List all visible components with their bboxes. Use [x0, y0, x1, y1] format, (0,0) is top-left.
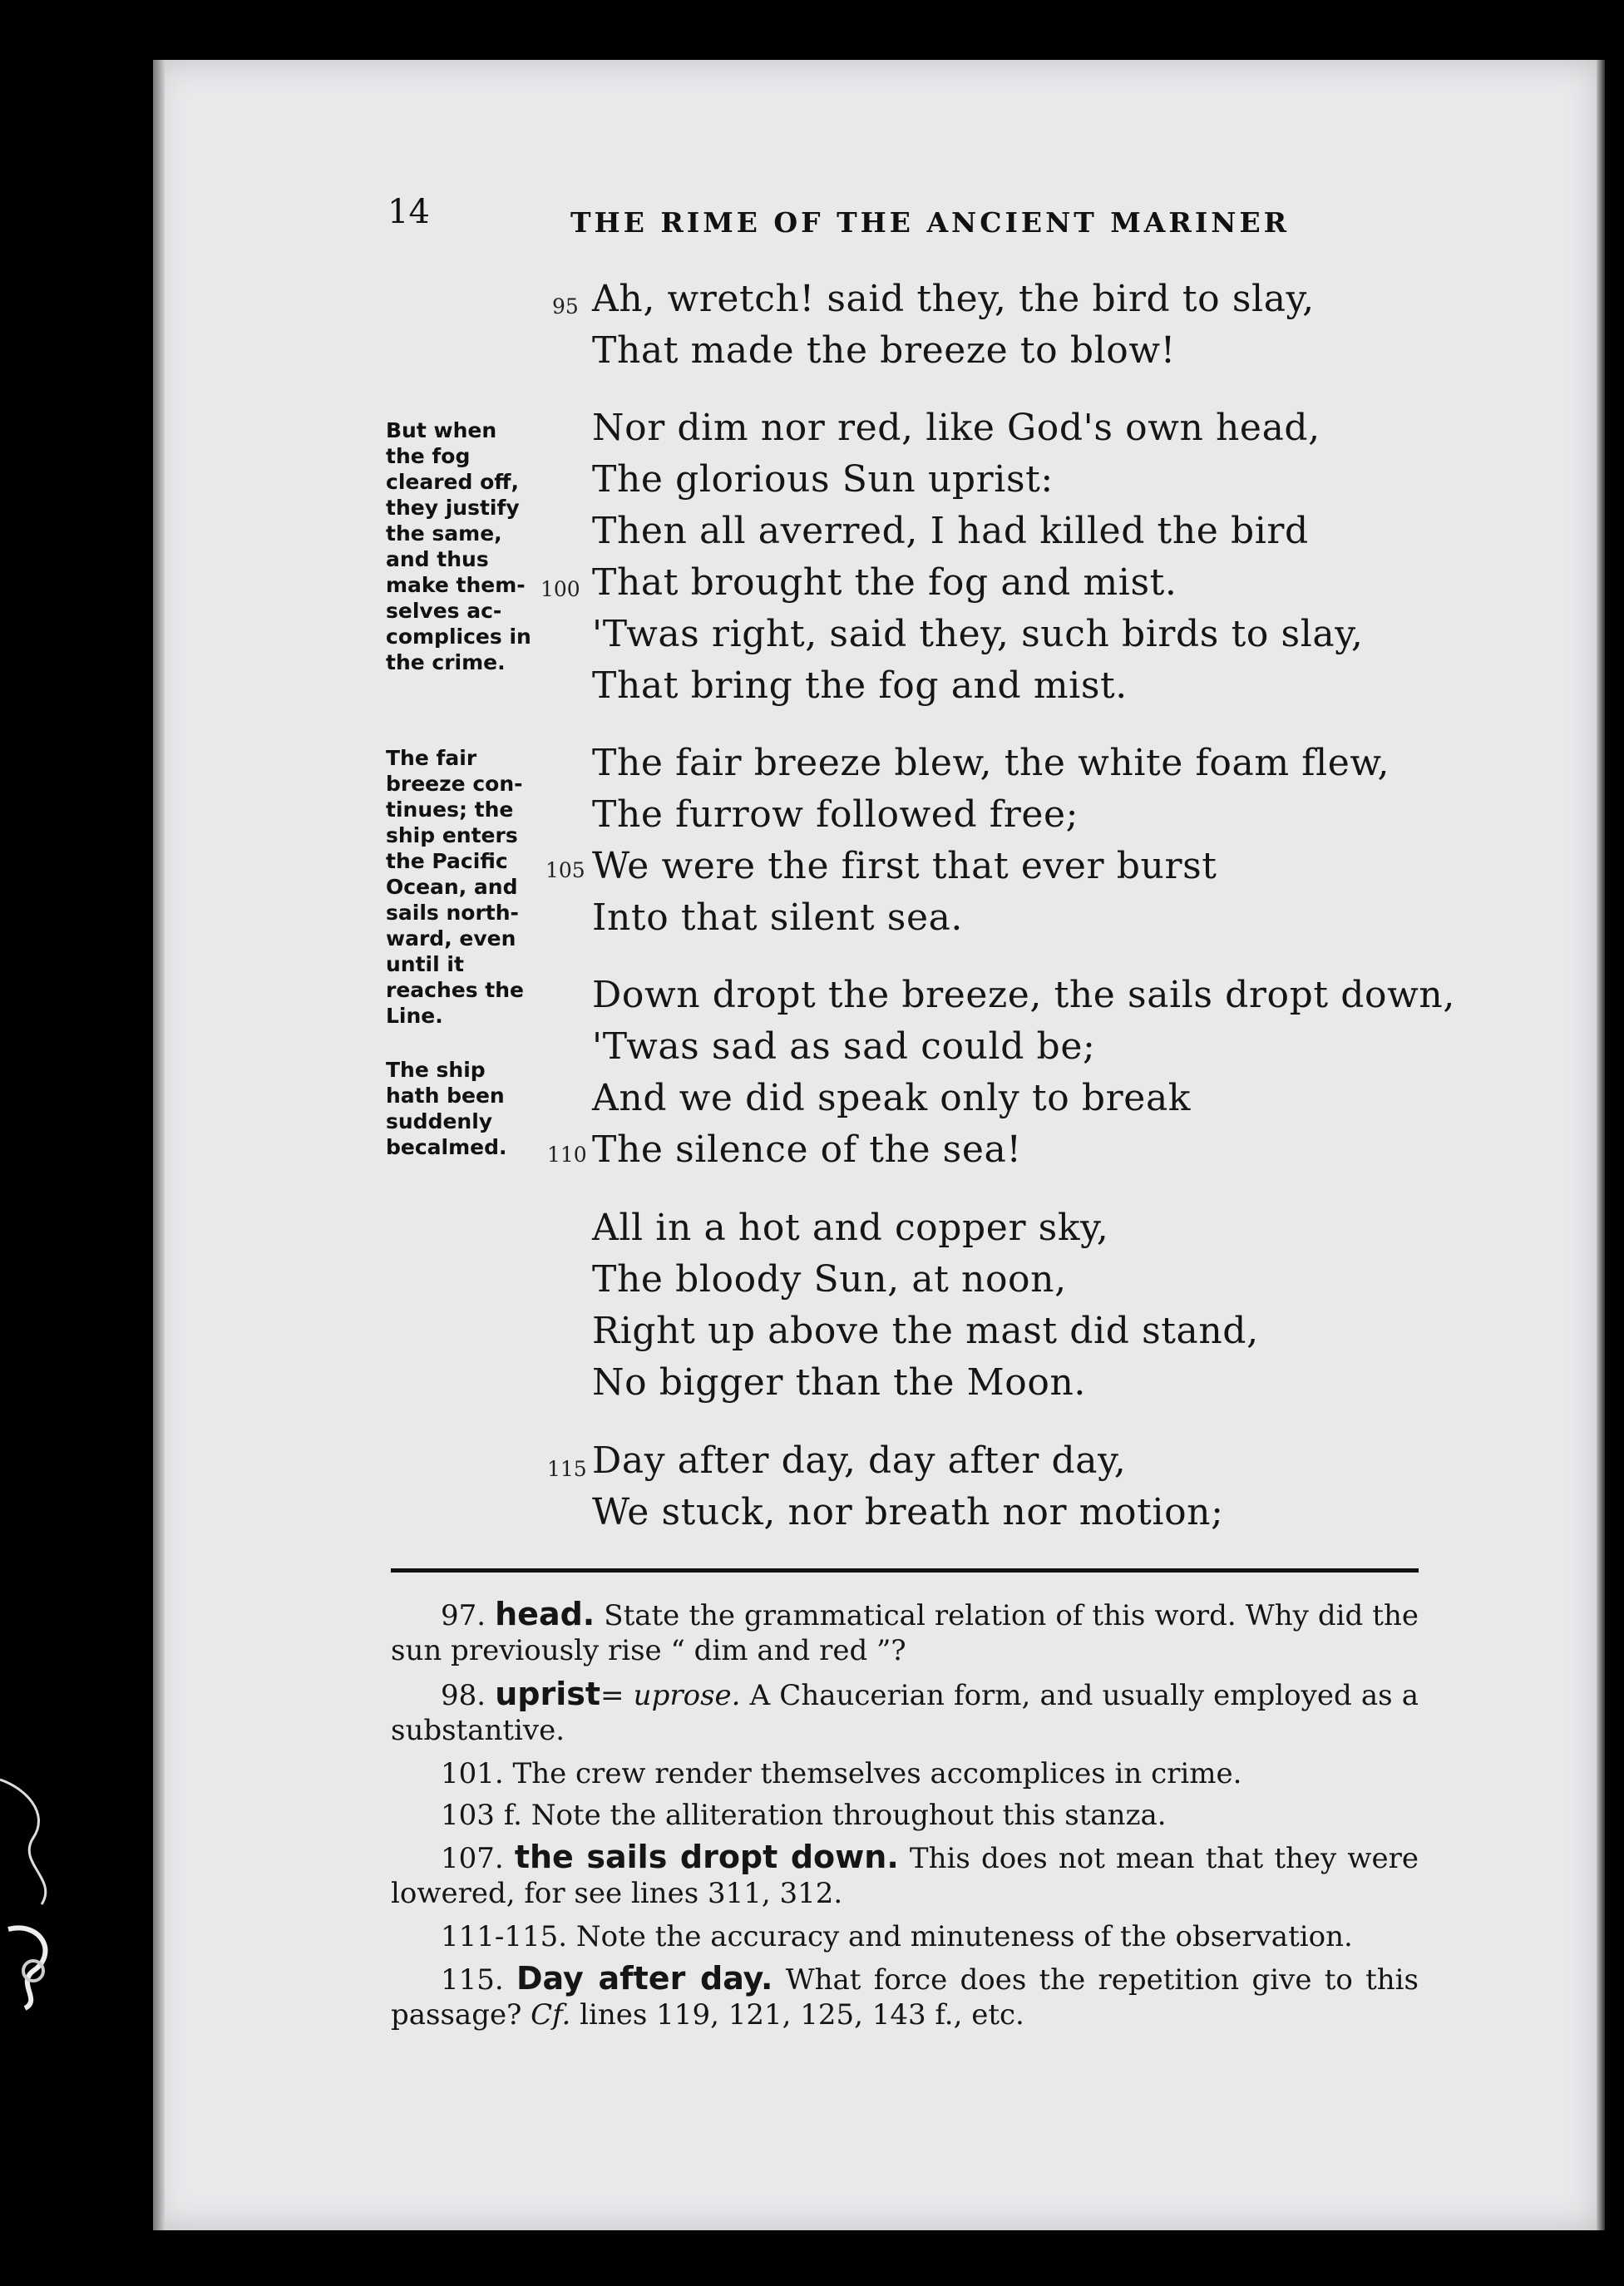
- note-text: A Chaucerian form, and usually employed as a substantive.: [391, 1679, 1419, 1747]
- gloss-line: tinues; the: [386, 797, 514, 822]
- footnote: [391, 1597, 1419, 1668]
- note-gloss: = uprose.: [600, 1679, 741, 1712]
- footnote: [391, 1676, 1419, 1748]
- side-gloss: [386, 745, 552, 1029]
- verse-line: 'Twas sad as sad could be;: [592, 1025, 1096, 1068]
- gloss-line: the crime.: [386, 650, 506, 674]
- verse-line: Day after day, day after day,: [592, 1439, 1127, 1482]
- gloss-line: hath been: [386, 1084, 505, 1108]
- gloss-line: and thus: [386, 547, 489, 571]
- note-ref: 97.: [441, 1599, 486, 1632]
- gloss-line: cleared off,: [386, 470, 520, 494]
- note-cf: Cf.: [531, 1998, 571, 2032]
- line-number: 105: [545, 858, 585, 882]
- gloss-line: breeze con-: [386, 772, 523, 796]
- gloss-line: Line.: [386, 1004, 443, 1028]
- note-ref: 101.: [441, 1757, 504, 1790]
- footnote: [391, 1919, 1419, 1954]
- note-ref: 107.: [441, 1842, 504, 1875]
- verse-line: That brought the fog and mist.: [592, 561, 1177, 604]
- verse-line: 'Twas right, said they, such birds to slay,: [592, 613, 1364, 655]
- gloss-line: make them-: [386, 573, 526, 597]
- note-text: The crew render themselves accomplices in crime.: [512, 1757, 1242, 1790]
- verse-line: And we did speak only to break: [592, 1077, 1192, 1119]
- gloss-line: they justify: [386, 496, 520, 520]
- verse-line: That bring the fog and mist.: [592, 664, 1128, 707]
- footnote: [391, 1839, 1419, 1911]
- verse-line: No bigger than the Moon.: [592, 1361, 1086, 1404]
- gloss-line: until it: [386, 952, 464, 976]
- note-keyword: head.: [495, 1596, 595, 1632]
- verse-line: Ah, wretch! said they, the bird to slay,: [592, 278, 1315, 320]
- gloss-line: reaches the: [386, 978, 525, 1002]
- verse-line: That made the breeze to blow!: [592, 329, 1176, 372]
- page-left-edge: [153, 60, 165, 2230]
- line-number: 95: [552, 294, 579, 318]
- footnote-rule: [391, 1568, 1419, 1573]
- verse-line: The fair breeze blew, the white foam flew,: [592, 742, 1390, 784]
- gloss-line: becalmed.: [386, 1135, 507, 1159]
- line-number: 110: [547, 1143, 587, 1167]
- note-ref: 103 f.: [441, 1799, 522, 1832]
- gloss-line: suddenly: [386, 1109, 493, 1133]
- verse-line: Into that silent sea.: [592, 896, 964, 939]
- gloss-line: The fair: [386, 746, 477, 770]
- gloss-line: Ocean, and: [386, 875, 518, 899]
- verse-line: The silence of the sea!: [592, 1128, 1022, 1171]
- page-number: 14: [387, 193, 430, 231]
- gloss-line: But when: [386, 418, 497, 442]
- verse-line: Down dropt the breeze, the sails dropt down,: [592, 974, 1455, 1016]
- page-right-edge: [1597, 60, 1605, 2230]
- footnote: [391, 1798, 1419, 1833]
- gloss-line: complices in: [386, 625, 531, 649]
- gloss-line: The ship: [386, 1058, 486, 1082]
- verse-line: Right up above the mast did stand,: [592, 1310, 1259, 1352]
- verse-line: Nor dim nor red, like God's own head,: [592, 407, 1320, 449]
- gloss-line: the fog: [386, 444, 471, 468]
- verse-line: The glorious Sun uprist:: [592, 458, 1054, 501]
- note-text: Note the alliteration throughout this stanza.: [531, 1799, 1167, 1832]
- side-gloss: [386, 417, 552, 675]
- gloss-line: ship enters: [386, 823, 518, 847]
- note-text: What force does the repetition give to this passage?: [391, 1963, 1419, 2032]
- note-keyword: uprist: [495, 1676, 601, 1712]
- side-gloss: [386, 1057, 552, 1160]
- gloss-line: selves ac-: [386, 599, 502, 623]
- line-number: 100: [541, 577, 580, 601]
- gloss-line: the same,: [386, 521, 502, 546]
- note-ref: 98.: [441, 1679, 486, 1712]
- note-text: This does not mean that they were lowered, for see lines 311, 312.: [391, 1842, 1419, 1910]
- note-cf-text: lines 119, 121, 125, 143 f., etc.: [580, 1998, 1024, 2032]
- gloss-line: ward, even: [386, 926, 516, 950]
- footnote: [391, 1961, 1419, 2032]
- gloss-line: the Pacific: [386, 849, 508, 873]
- verse-line: We stuck, nor breath nor motion;: [592, 1491, 1224, 1533]
- verse-line: All in a hot and copper sky,: [592, 1207, 1109, 1249]
- note-text: Note the accuracy and minuteness of the observation.: [575, 1920, 1353, 1953]
- verse-line: The furrow followed free;: [592, 793, 1079, 836]
- line-number: 115: [547, 1457, 587, 1481]
- footnote: [391, 1756, 1419, 1791]
- gloss-line: sails north-: [386, 901, 519, 925]
- note-text: State the grammatical relation of this word. Why did the sun previously rise “ dim and red ”?: [391, 1599, 1419, 1667]
- note-ref: 111-115.: [441, 1920, 568, 1953]
- note-ref: 115.: [441, 1963, 504, 1997]
- verse-line: We were the first that ever burst: [592, 845, 1217, 887]
- torn-scrap-icon: [0, 1763, 75, 2012]
- verse-line: The bloody Sun, at noon,: [592, 1258, 1067, 1301]
- running-title: THE RIME OF THE ANCIENT MARINER: [570, 206, 1291, 239]
- note-keyword: the sails dropt down.: [514, 1839, 899, 1875]
- verse-line: Then all averred, I had killed the bird: [592, 510, 1309, 552]
- note-keyword: Day after day.: [516, 1960, 773, 1997]
